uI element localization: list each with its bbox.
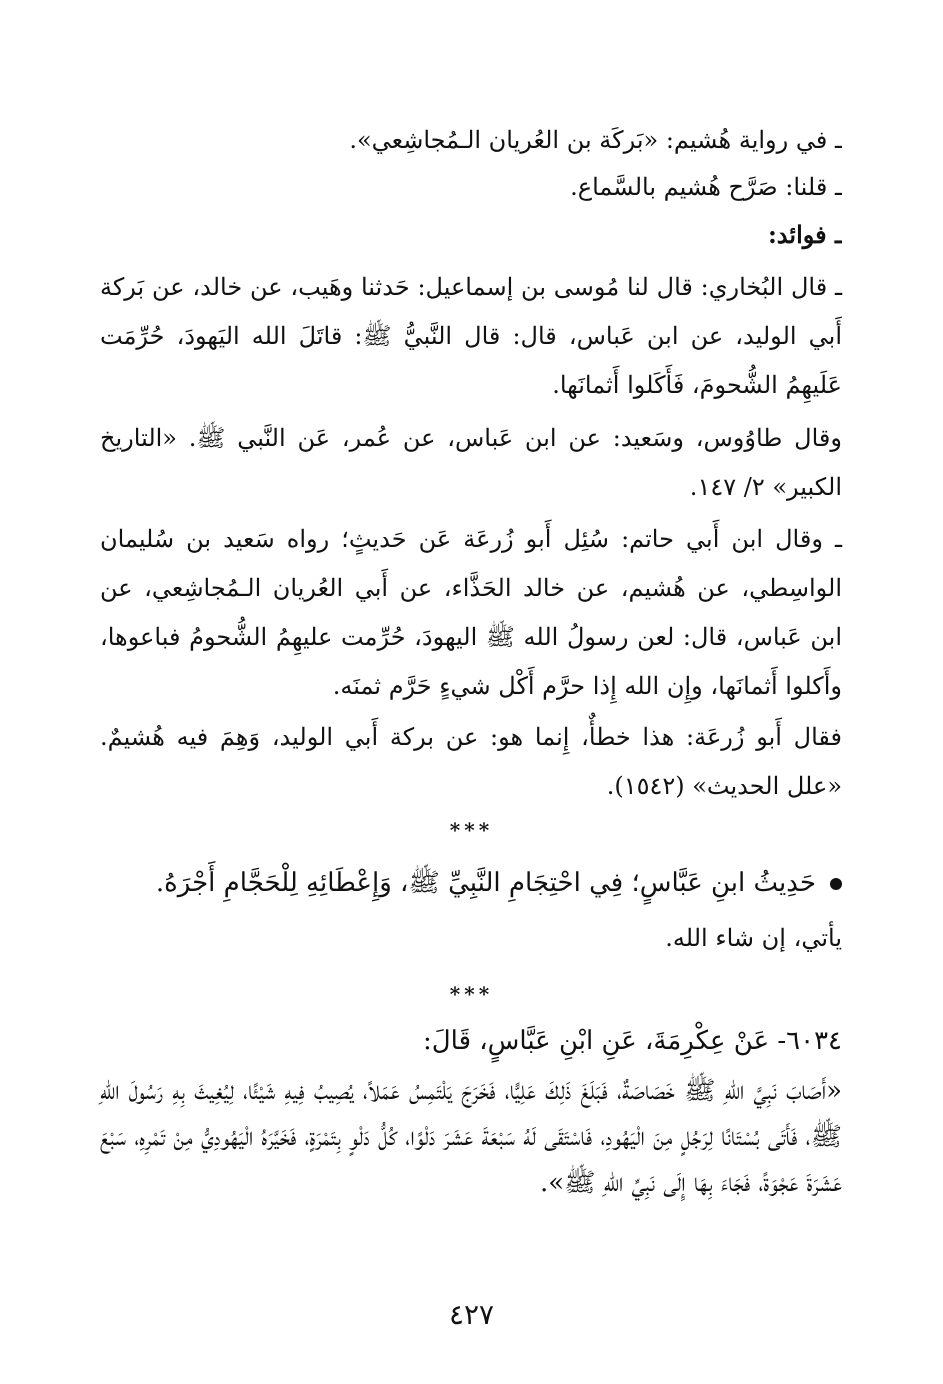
paragraph-tawus: وقال طاوُوس، وسَعيد: عن ابن عَباس، عن عُمر، عَن النَّبي ﷺ. «التاريخ الكبير» ٢/ ١٤٧. [100,424,842,501]
hadith-text: «أَصَابَ نَبِيَّ اللهِ ﷺ خَصَاصَةٌ، فَبَلَغَ ذَلِكَ عَلِيًّا، فَخَرَجَ يَلْتَمِسُ عَمَلاً، يُصِيبُ فِيهِ شَيْئًا، لِيُغِيثَ بِهِ رَسُولَ اللهِ ﷺ، فَأَتَى بُسْتَانًا لِرَجُلٍ مِنَ الْيَهُودِ، فَاسْتَقَى لَهُ سَبْعَةَ عَشَرَ دَلْوًا، كُلُّ دَلْوٍ بِتَمْرَةٍ، فَخَيَّرَهُ الْيَهُودِيُّ مِنْ تَمْرِهِ، سَبْعَ عَشَرَةَ عَجْوَةً، فَجَاءَ بِهَا إِلَى نَبِيِّ اللهِ ﷺ». [100,1076,842,1198]
bullet-text: حَدِيثُ ابنِ عَبَّاسٍ؛ فِي احْتِجَامِ النَّبِيِّ ﷺ، وَإِعْطَائِهِ لِلْحَجَّامِ أَجْرَهُ. [155,868,816,898]
paragraph-abi-hatim: ـ وقال ابن أَبي حاتم: سُئِل أَبو زُرعَة عَن حَديثٍ؛ رواه سَعيد بن سُليمان الواسِطي، عن هُشيم، عن خالد الحَذَّاء، عن أَبي العُريان الـمُجاشِعي، عن ابن عَباس، قال: لعن رسولُ الله ﷺ اليهودَ، حُرِّمت عليهِمُ الشُّحومُ فباعوها، وأَكلوا أَثمانَها، وإِن الله إِذا حرَّم أَكْل شيءٍ حَرَّم ثمنَه. [100,525,842,700]
paragraph-bukhari: ـ قال البُخاري: قال لنا مُوسى بن إسماعيل: حَدثنا وهَيب، عن خالد، عن بَركة أَبي الوليد، عن ابن عَباس، قال: قال النَّبيُّ ﷺ: قاتَلَ الله اليَهودَ، حُرِّمَت عَلَيهِمُ الشُّحومَ، فَأَكَلوا أَثمانَها. [100,273,842,399]
hadith-heading: ٦٠٣٤- عَنْ عِكْرِمَةَ، عَنِ ابْنِ عَبَّاسٍ، قَالَ: [423,1026,842,1056]
bullet-hadith-title [100,860,842,906]
line-qulna: ـ قلنا: صَرَّح هُشيم بالسَّماع. [570,173,842,201]
line-yati: يأتي، إن شاء الله. [665,924,842,952]
line-riwaya: ـ في رواية هُشيم: «بَركَة بن العُريان الـمُجاشِعي». [349,126,842,154]
page-number: ٤٢٧ [448,1298,495,1331]
separator-stars: *** [449,818,494,842]
section-heading-fawaid: ـ فوائد: [767,220,842,249]
bullet-icon [830,878,842,890]
paragraph-abu-zura: فقال أَبو زُرعَة: هذا خطأٌ، إِنما هو: عن بركة أَبي الوليد، وَهِمَ فيه هُشيمٌ. «علل الحديث» (١٥٤٢). [100,723,843,800]
separator-stars: *** [449,982,494,1006]
